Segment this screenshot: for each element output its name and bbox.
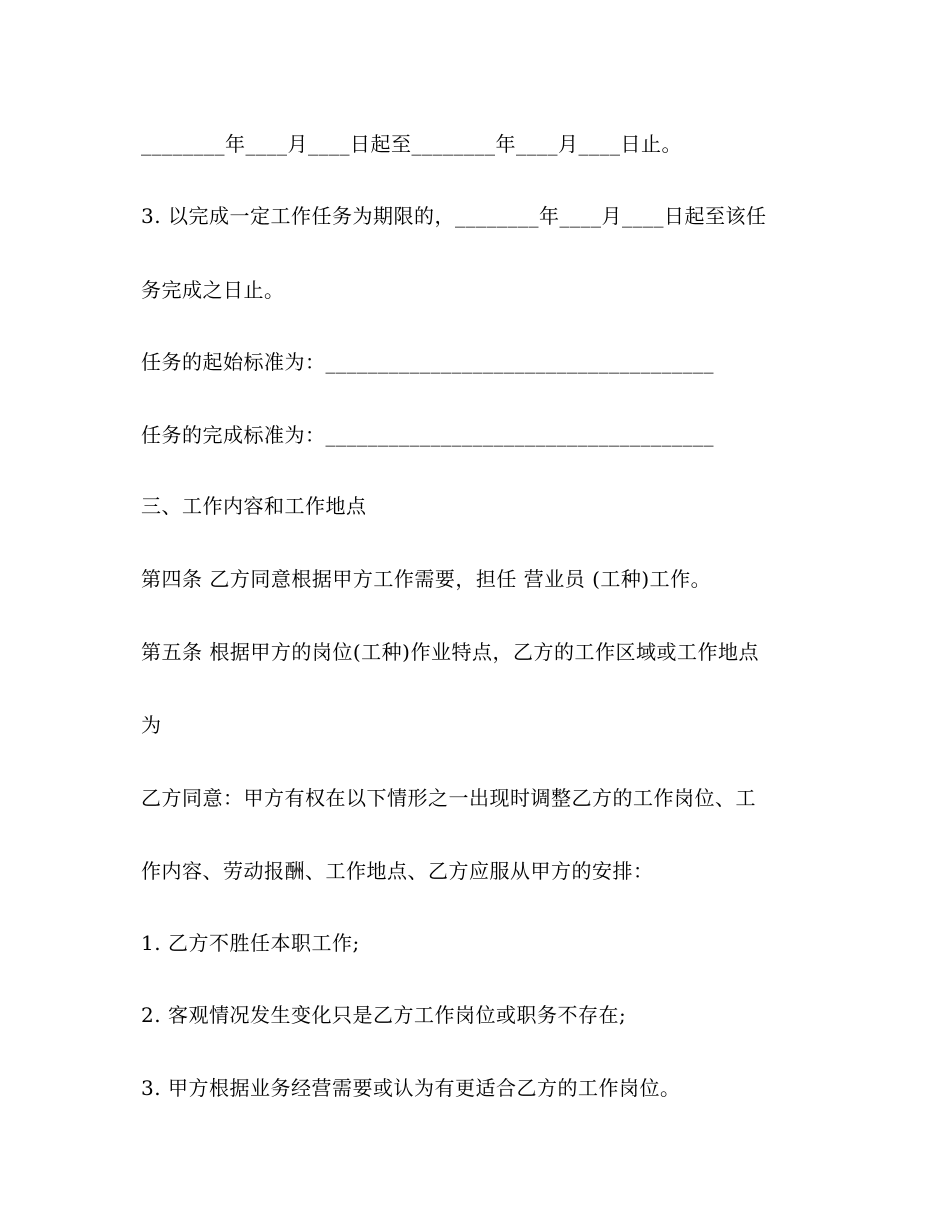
task-completion-standard: 任务的完成标准为：_____________________________________ [141,423,714,447]
condition-3: 3. 甲方根据业务经营需要或认为有更适合乙方的工作岗位。 [141,1076,681,1100]
clause-3-task-term-cont: 务完成之日止。 [141,278,285,302]
article-5-cont: 为 [141,713,162,737]
article-5: 第五条 根据甲方的岗位(工种)作业特点，乙方的工作区域或工作地点 [141,640,759,664]
clause-3-task-term: 3. 以完成一定工作任务为期限的，________年____月____日起至该任 [141,204,767,228]
condition-1: 1. 乙方不胜任本职工作; [141,931,360,955]
section-heading-work-content: 三、工作内容和工作地点 [141,494,367,518]
adjustment-agreement-cont: 作内容、劳动报酬、工作地点、乙方应服从甲方的安排： [141,859,654,883]
article-4: 第四条 乙方同意根据甲方工作需要，担任 营业员 (工种)工作。 [141,567,712,591]
adjustment-agreement: 乙方同意：甲方有权在以下情形之一出现时调整乙方的工作岗位、工 [141,786,756,810]
term-dates-line: ________年____月____日起至________年____月____日止。 [141,132,682,156]
condition-2: 2. 客观情况发生变化只是乙方工作岗位或职务不存在; [141,1003,627,1027]
task-start-standard: 任务的起始标准为：_____________________________________ [141,350,714,374]
